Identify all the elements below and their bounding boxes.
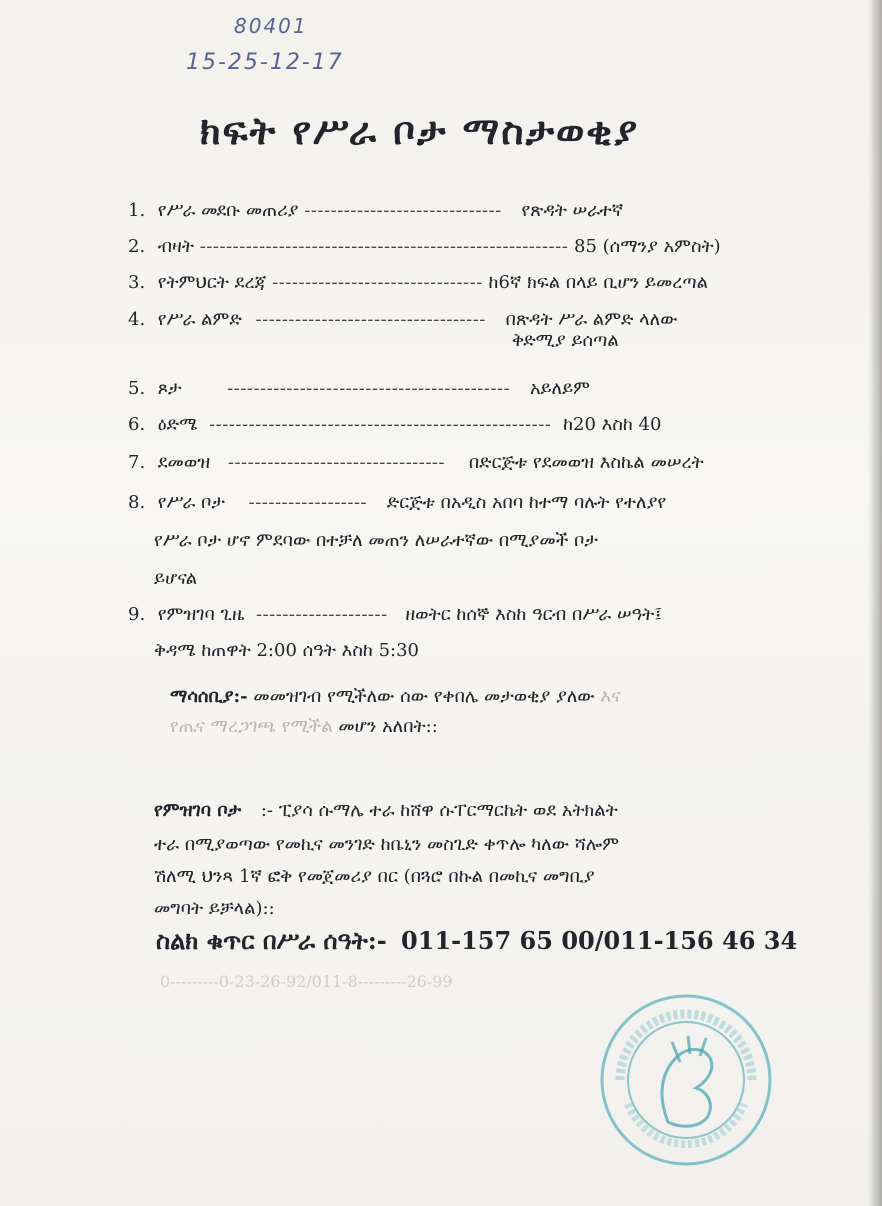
registration-text: መግባት ይቻላል):: xyxy=(154,898,275,919)
item-value: ዘወትር ከሰኞ እስከ ዓርብ በሥራ ሠዓት፤ xyxy=(405,604,662,625)
item-value: 85 (ሰማንያ አምስት) xyxy=(574,236,721,257)
item-label: ጾታ xyxy=(157,378,182,399)
item-value-continued: ቅድሚያ ይሰጣል xyxy=(512,330,619,351)
item-value-continued: ቅዳሜ ከጠዋት 2:00 ሰዓት እስከ 5:30 xyxy=(154,640,419,661)
item-dashes: ------------------------------------------- xyxy=(227,378,511,399)
item-value: በድርጅቱ የደመወዝ እስኬል መሠረት xyxy=(468,452,704,473)
notice-faded-text: የጤና ማረጋገጫ የሚችል xyxy=(170,716,333,737)
list-item xyxy=(128,452,704,473)
handwritten-ref-number: 80401 xyxy=(234,14,308,38)
item-dashes: ------------------------------ xyxy=(304,200,502,221)
list-item xyxy=(128,200,623,221)
item-value: በጽዳት ሥራ ልምድ ላለው xyxy=(505,309,678,330)
notice-label: ማሳሰቢያ:- xyxy=(170,686,248,707)
item-label: የሥራ ቦታ xyxy=(157,492,225,513)
notice-text: መሆን አለበት:: xyxy=(338,716,438,737)
item-dashes: ---------------------------------------------------- xyxy=(209,414,552,435)
item-value: አይለይም xyxy=(529,378,590,399)
registration-text: ተራ በሚያወጣው የመኪና መንገድ ከቤኒን መስጊድ ቀጥሎ ካለው ሻሎም xyxy=(154,834,620,855)
registration-text: ሽለሚ ህንጻ 1ኛ ፎቅ የመጀመሪያ በር (በጓሮ በኩል በመኪና መግቢያ xyxy=(154,866,595,887)
phone-label: ስልክ ቁጥር በሥራ ሰዓት:- xyxy=(156,926,387,955)
item-dashes: -------------------------------- xyxy=(272,272,483,293)
registration-label: የምዝገባ ቦታ xyxy=(154,800,242,821)
item-number: 5. xyxy=(128,378,146,399)
item-label: ዕድሜ xyxy=(157,414,198,435)
item-label: ደመወዝ xyxy=(157,452,211,473)
phone-numbers: 011-157 65 00/011-156 46 34 xyxy=(401,926,798,955)
notice-text: መመዝገብ የሚችለው ሰው የቀበሌ መታወቂያ ያለው xyxy=(253,686,595,707)
item-number: 2. xyxy=(128,236,146,257)
item-label: ብዛት xyxy=(157,236,194,257)
item-label: የሥራ ልምድ xyxy=(157,309,242,330)
list-item xyxy=(128,604,662,625)
list-item xyxy=(128,236,721,257)
page-title: ክፍት የሥራ ቦታ ማስታወቂያ xyxy=(200,108,640,153)
item-dashes: ----------------------------------- xyxy=(255,309,486,330)
item-label: የሥራ መደቡ መጠሪያ xyxy=(157,200,299,221)
phone-line xyxy=(156,926,797,955)
list-item xyxy=(128,378,590,399)
item-label: የምዝገባ ጊዜ xyxy=(157,604,245,625)
list-item xyxy=(128,492,666,513)
list-item xyxy=(128,414,661,435)
registration-place xyxy=(154,800,618,821)
item-number: 8. xyxy=(128,492,146,513)
item-label: የትምህርት ደረጃ xyxy=(157,272,267,293)
item-number: 6. xyxy=(128,414,146,435)
registration-text: :- ፒያሳ ሱማሌ ተራ ከሸዋ ሱፐርማርኬት ወደ አትክልት xyxy=(260,800,618,821)
item-value: የጽዳት ሠራተኛ xyxy=(521,200,624,221)
item-value-continued: የሥራ ቦታ ሆኖ ምደባው በተቻለ መጠን ለሠራተኛው በሚያመች ቦታ xyxy=(154,530,598,551)
item-value-continued: ይሆናል xyxy=(154,568,198,589)
item-number: 4. xyxy=(128,309,146,330)
list-item xyxy=(128,309,678,330)
item-number: 1. xyxy=(128,200,146,221)
list-item xyxy=(128,272,708,293)
item-dashes: --------------------------------- xyxy=(227,452,446,473)
item-value: ድርጅቱ በአዲስ አበባ ከተማ ባሉት የተለያየ xyxy=(386,492,667,513)
item-dashes: ------------------ xyxy=(248,492,368,513)
company-seal-icon xyxy=(598,992,774,1168)
faded-print-line: 0---------0-23-26-92/011-8---------26-99 xyxy=(160,972,453,991)
item-dashes: -------------------------------------------------------- xyxy=(199,236,569,257)
item-value: ከ6ኛ ክፍል በላይ ቢሆን ይመረጣል xyxy=(488,272,709,293)
notice-continued xyxy=(170,716,438,737)
item-value: ከ20 እስከ 40 xyxy=(563,414,662,435)
item-number: 9. xyxy=(128,604,146,625)
notice-paragraph xyxy=(170,686,621,707)
handwritten-date: 15-25-12-17 xyxy=(186,50,344,75)
item-number: 3. xyxy=(128,272,146,293)
item-dashes: -------------------- xyxy=(256,604,388,625)
notice-faded-text: እና xyxy=(600,686,621,707)
item-number: 7. xyxy=(128,452,146,473)
